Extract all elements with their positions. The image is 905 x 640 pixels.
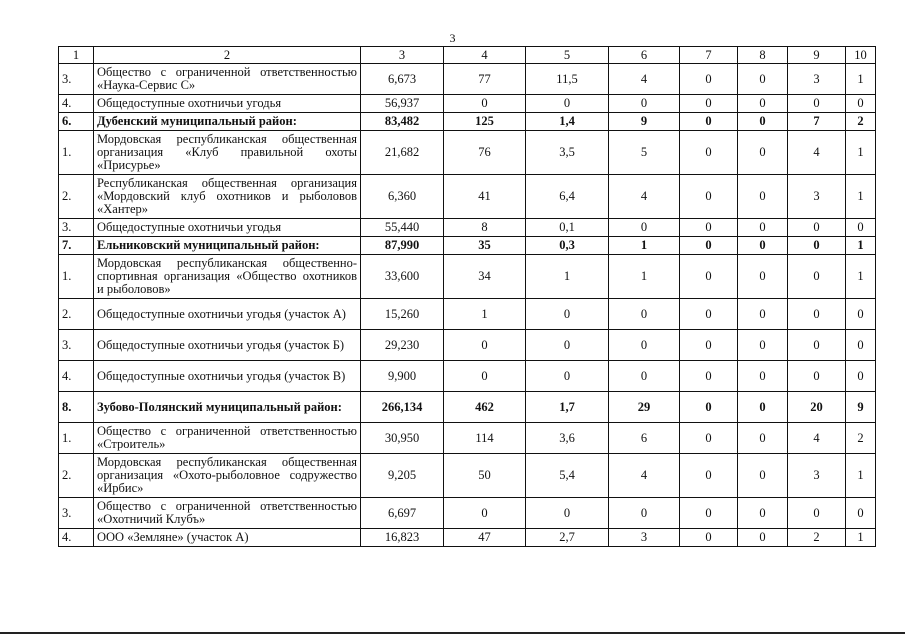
- value-cell: 0: [609, 95, 680, 113]
- value-cell: 1: [846, 454, 876, 498]
- organization-name-cell: Общество с ограниченной ответственностью «Строитель»: [94, 423, 361, 454]
- value-cell: 7: [788, 113, 846, 131]
- value-cell: 47: [444, 529, 526, 547]
- value-cell: 0: [846, 361, 876, 392]
- value-cell: 0: [738, 330, 788, 361]
- value-cell: 0: [444, 498, 526, 529]
- table-row: [59, 330, 876, 361]
- header-cell: 8: [738, 47, 788, 64]
- value-cell: 0: [738, 113, 788, 131]
- district-total-row: [59, 392, 876, 423]
- header-cell: 5: [526, 47, 609, 64]
- row-number-cell: 4.: [59, 95, 94, 113]
- value-cell: 0: [680, 392, 738, 423]
- organization-name-cell: Общедоступные охотничьи угодья (участок В): [94, 361, 361, 392]
- value-cell: 0: [846, 330, 876, 361]
- row-number-cell: 3.: [59, 330, 94, 361]
- organization-name-cell: Зубово-Полянский муниципальный район:: [94, 392, 361, 423]
- value-cell: 0: [738, 498, 788, 529]
- value-cell: 0: [680, 64, 738, 95]
- value-cell: 0: [738, 131, 788, 175]
- row-number-cell: 1.: [59, 255, 94, 299]
- value-cell: 0: [609, 299, 680, 330]
- header-cell: 10: [846, 47, 876, 64]
- value-cell: 56,937: [361, 95, 444, 113]
- organization-name-cell: Ельниковский муниципальный район:: [94, 237, 361, 255]
- value-cell: 1: [526, 255, 609, 299]
- organization-name-cell: Общество с ограниченной ответственностью «Наука-Сервис С»: [94, 64, 361, 95]
- value-cell: 0: [738, 423, 788, 454]
- header-cell: 1: [59, 47, 94, 64]
- value-cell: 1: [846, 64, 876, 95]
- value-cell: 0: [609, 330, 680, 361]
- value-cell: 0: [526, 299, 609, 330]
- value-cell: 0: [738, 237, 788, 255]
- value-cell: 0: [680, 131, 738, 175]
- organization-name-cell: Общедоступные охотничьи угодья: [94, 219, 361, 237]
- value-cell: 0: [788, 498, 846, 529]
- value-cell: 0: [846, 219, 876, 237]
- value-cell: 0: [680, 237, 738, 255]
- table-row: [59, 219, 876, 237]
- value-cell: 0: [738, 299, 788, 330]
- hunting-grounds-table: [58, 46, 876, 547]
- value-cell: 462: [444, 392, 526, 423]
- header-cell: 3: [361, 47, 444, 64]
- value-cell: 50: [444, 454, 526, 498]
- value-cell: 4: [788, 423, 846, 454]
- row-number-cell: 2.: [59, 454, 94, 498]
- value-cell: 0: [846, 498, 876, 529]
- value-cell: 0: [526, 95, 609, 113]
- value-cell: 0: [846, 95, 876, 113]
- table-row: [59, 454, 876, 498]
- organization-name-cell: Мордовская республиканская общественно-спортивная организация «Общество охотников и рыболовов»: [94, 255, 361, 299]
- value-cell: 6,4: [526, 175, 609, 219]
- table-row: [59, 131, 876, 175]
- value-cell: 30,950: [361, 423, 444, 454]
- value-cell: 55,440: [361, 219, 444, 237]
- value-cell: 0: [738, 361, 788, 392]
- value-cell: 0: [526, 330, 609, 361]
- value-cell: 2: [846, 423, 876, 454]
- value-cell: 1: [846, 237, 876, 255]
- value-cell: 0: [680, 423, 738, 454]
- value-cell: 77: [444, 64, 526, 95]
- value-cell: 3: [788, 64, 846, 95]
- district-total-row: [59, 237, 876, 255]
- bottom-rule: [0, 632, 905, 634]
- row-number-cell: 1.: [59, 131, 94, 175]
- organization-name-cell: ООО «Земляне» (участок А): [94, 529, 361, 547]
- value-cell: 0: [738, 219, 788, 237]
- organization-name-cell: Дубенский муниципальный район:: [94, 113, 361, 131]
- value-cell: 6,697: [361, 498, 444, 529]
- row-number-cell: 4.: [59, 529, 94, 547]
- value-cell: 266,134: [361, 392, 444, 423]
- value-cell: 3,6: [526, 423, 609, 454]
- row-number-cell: 6.: [59, 113, 94, 131]
- district-total-row: [59, 113, 876, 131]
- value-cell: 0: [680, 361, 738, 392]
- value-cell: 4: [788, 131, 846, 175]
- value-cell: 1: [846, 175, 876, 219]
- value-cell: 0: [738, 392, 788, 423]
- value-cell: 0: [609, 219, 680, 237]
- table-row: [59, 299, 876, 330]
- value-cell: 0: [738, 255, 788, 299]
- value-cell: 9,900: [361, 361, 444, 392]
- value-cell: 1: [609, 237, 680, 255]
- value-cell: 0: [680, 219, 738, 237]
- value-cell: 0: [788, 361, 846, 392]
- organization-name-cell: Мордовская республиканская общественная организация «Охото-рыболовное содружество «Ирбис»: [94, 454, 361, 498]
- value-cell: 34: [444, 255, 526, 299]
- value-cell: 33,600: [361, 255, 444, 299]
- row-number-cell: 3.: [59, 219, 94, 237]
- value-cell: 0: [738, 454, 788, 498]
- value-cell: 35: [444, 237, 526, 255]
- value-cell: 0: [680, 454, 738, 498]
- table-row: [59, 175, 876, 219]
- value-cell: 41: [444, 175, 526, 219]
- value-cell: 9: [846, 392, 876, 423]
- value-cell: 0: [680, 498, 738, 529]
- value-cell: 3: [609, 529, 680, 547]
- value-cell: 0: [788, 237, 846, 255]
- value-cell: 0: [788, 299, 846, 330]
- value-cell: 87,990: [361, 237, 444, 255]
- value-cell: 5: [609, 131, 680, 175]
- value-cell: 9: [609, 113, 680, 131]
- value-cell: 8: [444, 219, 526, 237]
- table-row: [59, 361, 876, 392]
- value-cell: 15,260: [361, 299, 444, 330]
- value-cell: 11,5: [526, 64, 609, 95]
- organization-name-cell: Общедоступные охотничьи угодья: [94, 95, 361, 113]
- header-cell: 9: [788, 47, 846, 64]
- value-cell: 114: [444, 423, 526, 454]
- value-cell: 0: [526, 361, 609, 392]
- organization-name-cell: Общедоступные охотничьи угодья (участок Б): [94, 330, 361, 361]
- value-cell: 6: [609, 423, 680, 454]
- table-row: [59, 64, 876, 95]
- table-body: [59, 47, 876, 547]
- value-cell: 5,4: [526, 454, 609, 498]
- organization-name-cell: Республиканская общественная организация «Мордовский клуб охотников и рыболовов «Хантер»: [94, 175, 361, 219]
- value-cell: 29: [609, 392, 680, 423]
- value-cell: 3: [788, 175, 846, 219]
- value-cell: 0: [738, 529, 788, 547]
- value-cell: 0: [738, 95, 788, 113]
- value-cell: 0: [680, 175, 738, 219]
- value-cell: 1,4: [526, 113, 609, 131]
- value-cell: 0: [444, 95, 526, 113]
- value-cell: 0: [680, 113, 738, 131]
- header-cell: 6: [609, 47, 680, 64]
- value-cell: 0: [738, 64, 788, 95]
- value-cell: 4: [609, 454, 680, 498]
- value-cell: 29,230: [361, 330, 444, 361]
- row-number-cell: 2.: [59, 299, 94, 330]
- page-number: 3: [449, 31, 456, 45]
- value-cell: 0,1: [526, 219, 609, 237]
- value-cell: 0: [680, 255, 738, 299]
- header-cell: 7: [680, 47, 738, 64]
- value-cell: 0: [846, 299, 876, 330]
- value-cell: 20: [788, 392, 846, 423]
- table-row: [59, 423, 876, 454]
- value-cell: 1,7: [526, 392, 609, 423]
- header-cell: 4: [444, 47, 526, 64]
- value-cell: 2: [788, 529, 846, 547]
- value-cell: 0: [788, 95, 846, 113]
- value-cell: 0: [738, 175, 788, 219]
- row-number-cell: 1.: [59, 423, 94, 454]
- value-cell: 9,205: [361, 454, 444, 498]
- value-cell: 0: [680, 299, 738, 330]
- organization-name-cell: Мордовская республиканская общественная организация «Клуб правильной охоты «Присурье»: [94, 131, 361, 175]
- value-cell: 3,5: [526, 131, 609, 175]
- table-row: [59, 529, 876, 547]
- row-number-cell: 3.: [59, 64, 94, 95]
- value-cell: 76: [444, 131, 526, 175]
- value-cell: 125: [444, 113, 526, 131]
- row-number-cell: 2.: [59, 175, 94, 219]
- value-cell: 0: [680, 95, 738, 113]
- value-cell: 1: [846, 255, 876, 299]
- header-cell: 2: [94, 47, 361, 64]
- value-cell: 0: [609, 498, 680, 529]
- table-row: [59, 498, 876, 529]
- value-cell: 3: [788, 454, 846, 498]
- value-cell: 4: [609, 175, 680, 219]
- row-number-cell: 7.: [59, 237, 94, 255]
- value-cell: 0: [680, 529, 738, 547]
- value-cell: 0: [788, 330, 846, 361]
- value-cell: 1: [846, 131, 876, 175]
- value-cell: 0: [609, 361, 680, 392]
- value-cell: 2: [846, 113, 876, 131]
- value-cell: 0: [788, 219, 846, 237]
- value-cell: 83,482: [361, 113, 444, 131]
- value-cell: 1: [846, 529, 876, 547]
- table-header-row: [59, 47, 876, 64]
- value-cell: 1: [609, 255, 680, 299]
- value-cell: 0: [680, 330, 738, 361]
- table-row: [59, 95, 876, 113]
- value-cell: 4: [609, 64, 680, 95]
- value-cell: 0: [526, 498, 609, 529]
- value-cell: 2,7: [526, 529, 609, 547]
- organization-name-cell: Общество с ограниченной ответственностью «Охотничий Клубъ»: [94, 498, 361, 529]
- value-cell: 0: [444, 330, 526, 361]
- value-cell: 0: [444, 361, 526, 392]
- value-cell: 21,682: [361, 131, 444, 175]
- value-cell: 6,360: [361, 175, 444, 219]
- table-row: [59, 255, 876, 299]
- row-number-cell: 8.: [59, 392, 94, 423]
- value-cell: 6,673: [361, 64, 444, 95]
- row-number-cell: 3.: [59, 498, 94, 529]
- value-cell: 1: [444, 299, 526, 330]
- value-cell: 0,3: [526, 237, 609, 255]
- value-cell: 16,823: [361, 529, 444, 547]
- value-cell: 0: [788, 255, 846, 299]
- organization-name-cell: Общедоступные охотничьи угодья (участок А): [94, 299, 361, 330]
- row-number-cell: 4.: [59, 361, 94, 392]
